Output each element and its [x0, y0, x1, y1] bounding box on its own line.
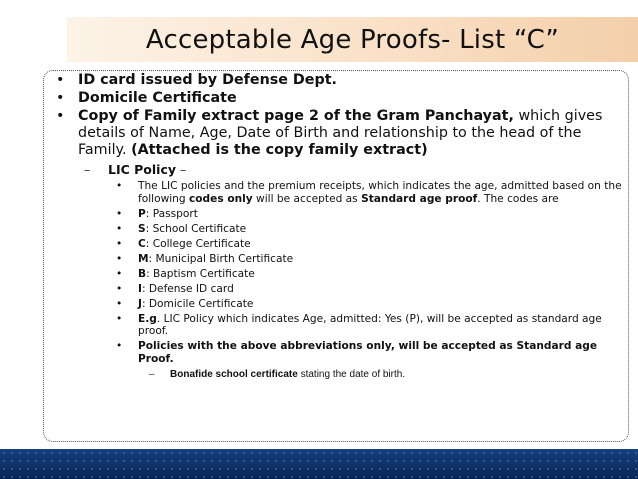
code-letter: I [138, 282, 142, 295]
sub-heading-suffix: – [176, 162, 187, 177]
code-letter: Policies with the above abbreviations only, will be accepted as Standard age Proof. [138, 340, 598, 365]
list-item [52, 72, 624, 89]
lic-item [52, 238, 624, 251]
bullet-icon: • [116, 207, 123, 220]
lic-item [52, 340, 624, 365]
bullet-icon: • [116, 180, 123, 192]
bullet-icon: • [116, 282, 123, 295]
code-desc: : Municipal Birth Certificate [148, 252, 294, 265]
lic-item [52, 283, 624, 296]
code-desc: : School Certificate [145, 222, 247, 235]
item-bold-text: Domicile Certificate [78, 90, 237, 106]
bullet-icon: • [56, 108, 65, 124]
final-item [52, 369, 624, 381]
list-item [52, 108, 624, 159]
code-letter: B [138, 267, 147, 280]
bullet-icon: • [116, 312, 123, 325]
lic-item [52, 253, 624, 266]
list-item [52, 90, 624, 107]
lic-bold: Standard age proof [361, 192, 478, 205]
item-bold-text: Copy of Family extract page 2 of the Gram Panchayat, [78, 108, 514, 124]
item-text: which gives details of Name, Age, Date of Birth and relationship to the head of the Family. [78, 108, 603, 158]
footer-pattern [0, 449, 638, 479]
dash-icon: – [84, 162, 91, 177]
code-letter: P [138, 207, 146, 220]
slide-content [52, 72, 624, 381]
lic-item [52, 180, 624, 205]
bullet-icon: • [116, 267, 123, 280]
code-desc: : Baptism Certificate [146, 267, 255, 280]
lic-item [52, 223, 624, 236]
lic-bold: codes only [189, 192, 253, 205]
sub-heading [52, 162, 624, 178]
code-desc: : Defense ID card [141, 282, 234, 295]
lic-text: The LIC policies and the premium receipts, which indicates the age, admitted based on the following [138, 180, 622, 205]
lic-item [52, 208, 624, 221]
code-letter: J [138, 297, 142, 310]
footer-band [0, 449, 638, 479]
bullet-icon: • [116, 237, 123, 250]
item-bold-text: ID card issued by Defense Dept. [78, 72, 337, 88]
sub-heading-label: LIC Policy [108, 162, 177, 177]
bullet-icon: • [116, 222, 123, 235]
lic-text: will be accepted as [252, 192, 362, 205]
code-desc: . LIC Policy which indicates Age, admitted: Yes (P), will be accepted as standard age proof. [138, 312, 602, 337]
bullet-icon: • [56, 72, 65, 88]
code-letter: E.g [138, 312, 157, 325]
final-text: stating the date of birth. [297, 369, 406, 380]
code-letter: S [138, 222, 146, 235]
code-desc: : Passport [145, 207, 198, 220]
lic-item [52, 313, 624, 338]
code-letter: M [138, 252, 149, 265]
code-letter: C [138, 237, 146, 250]
code-desc: : Domicile Certificate [141, 297, 254, 310]
bullet-icon: • [116, 252, 123, 265]
lic-item [52, 298, 624, 311]
bullet-icon: • [56, 90, 65, 106]
lic-item [52, 268, 624, 281]
bullet-icon: • [116, 297, 123, 310]
code-desc: : College Certificate [145, 237, 251, 250]
lic-text: . The codes are [477, 192, 559, 205]
item-bold-text: (Attached is the copy family extract) [131, 142, 428, 158]
bullet-icon: • [116, 340, 123, 352]
dash-icon: – [149, 369, 155, 380]
slide-title: Acceptable Age Proofs- List “C” [145, 24, 560, 55]
final-bold: Bonafide school certificate [170, 369, 298, 380]
